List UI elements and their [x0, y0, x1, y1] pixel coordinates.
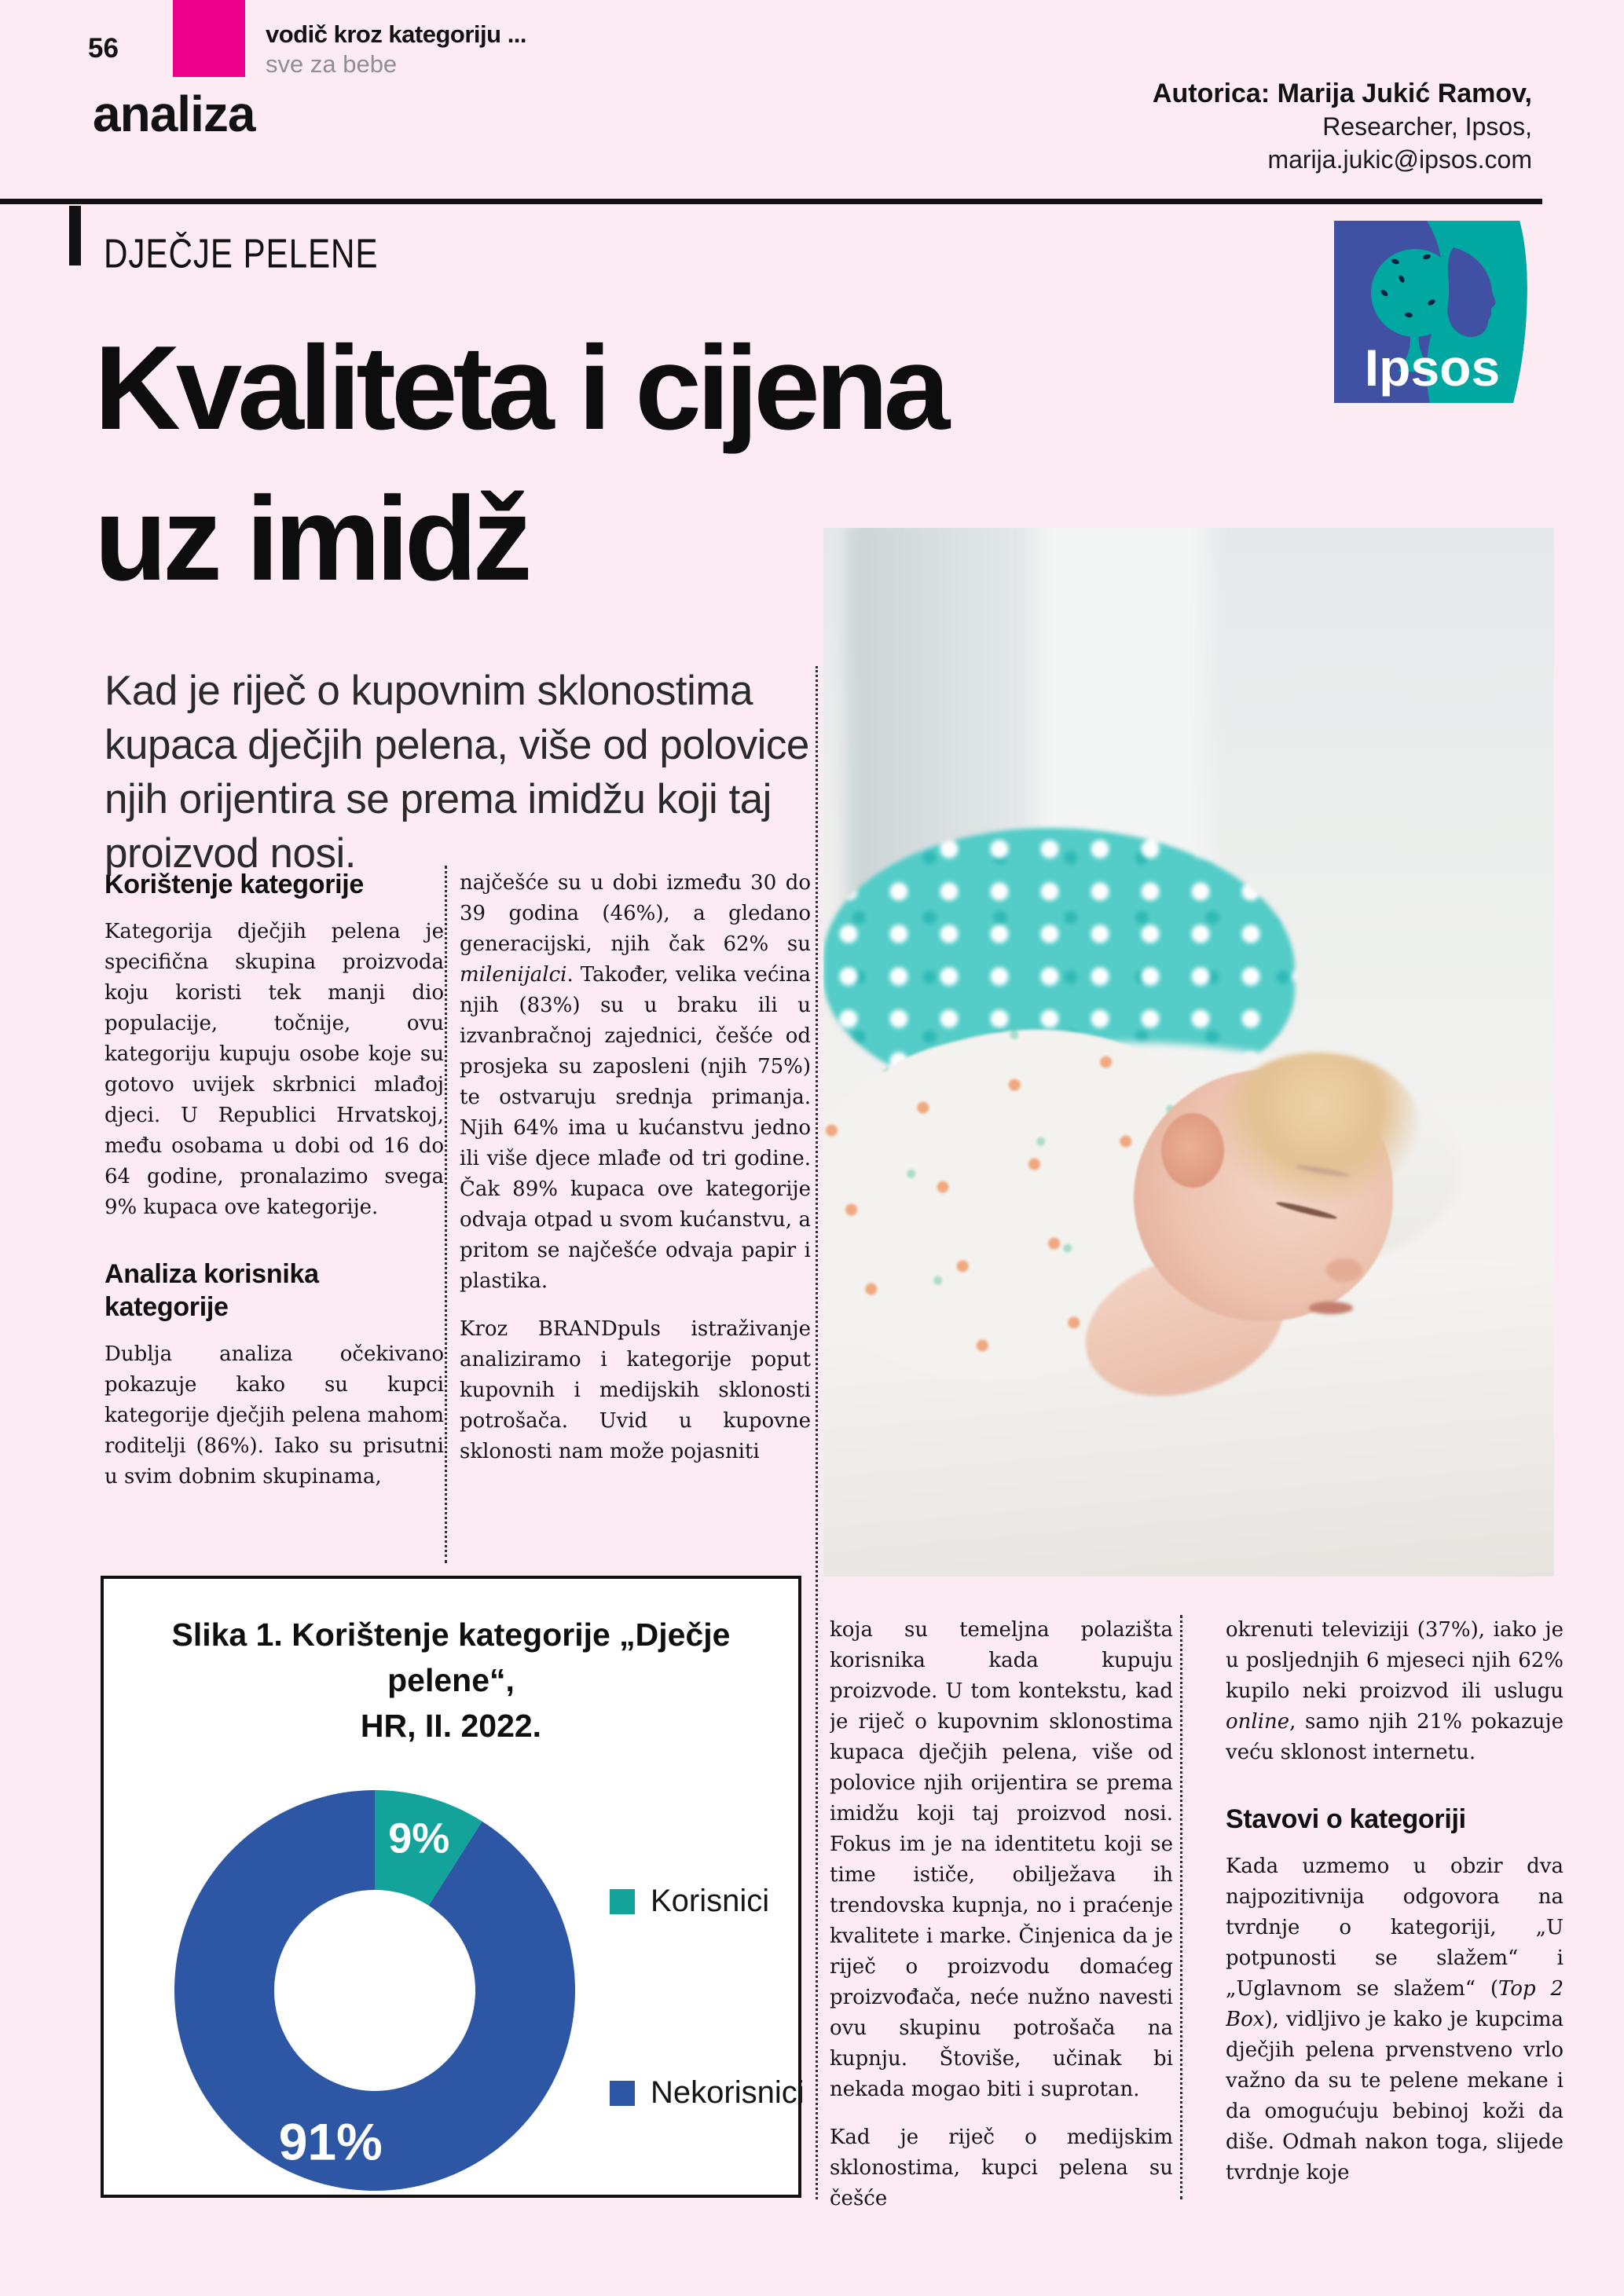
section-label: analiza: [93, 86, 255, 142]
donut-value-label: 91%: [278, 2112, 383, 2171]
author-block: [1153, 77, 1532, 176]
legend-label: Korisnici: [651, 1884, 770, 1918]
kicker-title: vodič kroz kategoriju ...: [266, 20, 527, 48]
column-2: [460, 868, 811, 1575]
article-title: [94, 313, 945, 614]
column-heading: Korištenje kategorije: [104, 870, 365, 899]
author-role: Researcher, Ipsos,: [1322, 112, 1532, 141]
column-divider: [445, 866, 447, 1563]
paragraph: najčešće su u dobi između 30 do 39 godina (46%), a gledano generacijski, njih čak 62% su milenijalci. Također, velika većina njih (83%) su u braku ili u izvanbračnoj zajednici, češće od prosjeka su zaposleni (njih 75%) te ostvaruju srednja primanja. Njih 64% ima u kućanstvu jedno ili više djece mlađe od tri godine. Čak 89% kupaca ove kategorije odvaja otpad u svom kućanstvu, a pritom se najčešće odvaja papir i plastika.: [460, 871, 811, 1293]
paragraph: Kada uzmemo u obzir dva najpozitivnija odgovora na tvrdnje o kategoriji, „U potpunosti se slažem“ i „Uglavnom se slažem“ (Top 2 Box), vidljivo je kako je kupcima dječjih pelena prvenstveno vrlo važno da su te pelene mekane i da omogućuju bebinoj koži da diše. Odmah nakon toga, slijede tvrdnje koje: [1226, 1855, 1564, 2184]
author-name: Autorica: Marija Jukić Ramov,: [1152, 79, 1532, 108]
legend-item-korisnici: [610, 1884, 769, 1919]
article-title-line2: uz imidž: [94, 472, 528, 606]
column-4: [1226, 1615, 1564, 2212]
column-1: [104, 868, 444, 1575]
article-title-line1: Kvaliteta i cijena: [94, 321, 946, 455]
figure-1-chart: [101, 1576, 805, 2198]
chart-title: Slika 1. Korištenje kategorije „Dječje pelene“, HR, II. 2022.: [171, 1617, 731, 1744]
ipsos-logo: [1334, 221, 1531, 403]
kicker-subtitle: sve za bebe: [266, 50, 398, 78]
column-3: [830, 1615, 1173, 2212]
lead-paragraph: Kad je riječ o kupovnim sklonostima kupaca dječjih pelena, više od polovice njih orijentira se prema imidžu koji taj proizvod nosi.: [104, 668, 809, 877]
column-heading: Stavovi o kategoriji: [1226, 1804, 1466, 1834]
legend-item-nekorisnici: [610, 2075, 805, 2111]
donut-value-label: 9%: [388, 1814, 450, 1862]
author-email: marija.jukic@ipsos.com: [1267, 145, 1532, 174]
column-divider: [816, 666, 818, 2199]
column-heading: Analiza korisnika kategorije: [104, 1259, 319, 1322]
paragraph: koja su temeljna polazišta korisnika kada kupuju proizvode. U tom kontekstu, kad je riječ o kupovnim sklonostima kupaca dječjih pelena, više od polovice njih orijentira se prema imidžu koji taj proizvod nosi. Fokus im je na identitetu koji se time ističe, obilježava ih trendovska kupnja, no i praćenje kvalitete i marke. Činjenica da je riječ o proizvodu domaćeg proizvođača, neće nužno navesti ovu skupinu potrošača na kupnju. Štoviše, učinak bi nekada mogao biti i suprotan.: [830, 1618, 1173, 2101]
page-number: 56: [88, 33, 119, 64]
paragraph: okrenuti televiziji (37%), iako je u posljednjih 6 mjeseci njih 62% kupilo neki proizvod ili uslugu online, samo njih 21% pokazuje veću sklonost internetu.: [1226, 1618, 1564, 1764]
photo-baby-mouth: [1309, 1302, 1353, 1314]
magenta-brand-bar: [173, 0, 245, 77]
paragraph: Kategorija dječjih pelena je specifična skupina proizvoda koju koristi tek manji dio populacije, točnije, ovu kategoriju kupuju osobe koje su gotovo uvijek skrbnici mlađoj djeci. U Republici Hrvatskoj, među osobama u dobi od 16 do 64 godine, pronalazimo svega 9% kupaca ove kategorije.: [104, 920, 444, 1219]
photo-baby-ear: [1161, 1113, 1224, 1188]
category-tag: DJEČJE PELENE: [104, 232, 379, 277]
logo-wordmark: Ipsos: [1364, 339, 1501, 397]
baby-photo: [823, 528, 1554, 1576]
header-rule: [0, 199, 1542, 204]
photo-baby-hair: [1216, 1053, 1421, 1202]
paragraph: Kroz BRANDpuls istraživanje analiziramo i kategorije poput kupovnih i medijskih sklonosti potrošača. Uvid u kupovne sklonosti nam može pojasniti: [460, 1317, 811, 1463]
legend-swatch-nekorisnici: [610, 2081, 635, 2106]
legend-label: Nekorisnici: [651, 2075, 805, 2110]
paragraph: Kad je riječ o medijskim sklonostima, kupci pelena su češće: [830, 2126, 1173, 2210]
column-divider: [1180, 1615, 1182, 2199]
photo-baby-nose: [1326, 1258, 1362, 1282]
legend-swatch-korisnici: [610, 1889, 635, 1914]
paragraph: Dublja analiza očekivano pokazuje kako su kupci kategorije dječjih pelena mahom roditelji (86%). Iako su prisutni u svim dobnim skupinama,: [104, 1342, 444, 1489]
category-tick: [69, 206, 81, 265]
